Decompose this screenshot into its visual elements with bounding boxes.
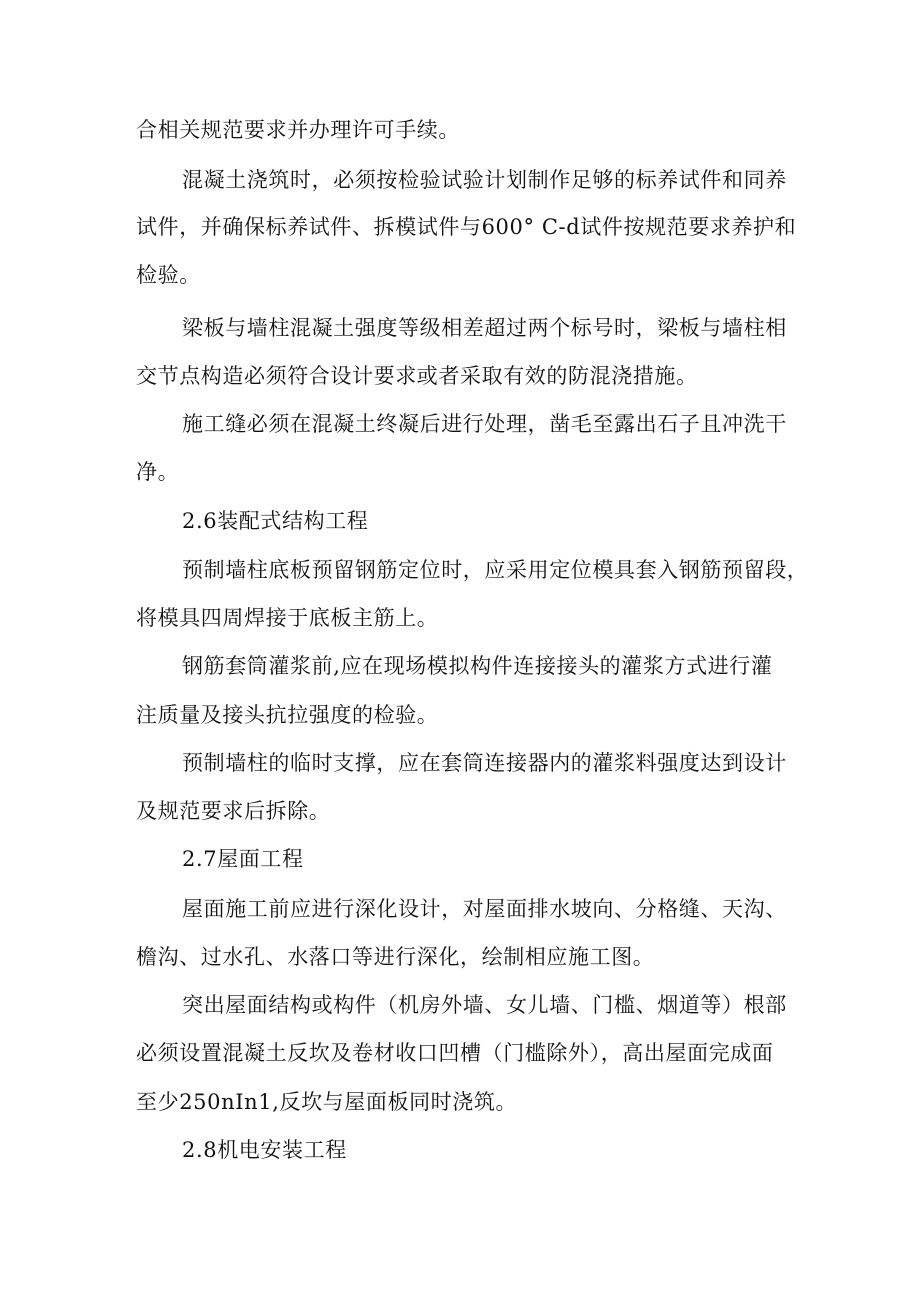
text-line: 试件，并确保标养试件、拆模试件与600° C-d试件按规范要求养护和 bbox=[136, 215, 797, 239]
text-line: 及规范要求后拆除。 bbox=[136, 799, 331, 823]
text-line: 突出屋面结构或构件（机房外墙、女儿墙、门槛、烟道等）根部 bbox=[182, 993, 787, 1017]
text-line: 屋面施工前应进行深化设计，对屋面排水坡向、分格缝、天沟、 bbox=[182, 897, 787, 921]
text-line: 注质量及接头抗拉强度的检验。 bbox=[136, 703, 439, 727]
text-line: 检验。 bbox=[136, 263, 201, 287]
text-line: 净。 bbox=[136, 460, 180, 484]
text-line: 混凝土浇筑时，必须按检验试验计划制作足够的标养试件和同养 bbox=[182, 168, 787, 192]
text-line: 梁板与墙柱混凝土强度等级相差超过两个标号时，梁板与墙柱相 bbox=[182, 316, 787, 340]
section-heading: 2.6装配式结构工程 bbox=[182, 509, 369, 533]
text-line: 将模具四周焊接于底板主筋上。 bbox=[136, 606, 439, 630]
text-line: 钢筋套筒灌浆前,应在现场模拟构件连接接头的灌浆方式进行灌 bbox=[182, 654, 773, 678]
text-line: 合相关规范要求并办理许可手续。 bbox=[136, 118, 460, 142]
section-heading: 2.8机电安装工程 bbox=[182, 1138, 347, 1162]
text-line: 檐沟、过水孔、水落口等进行深化，绘制相应施工图。 bbox=[136, 945, 655, 969]
text-line: 必须设置混凝土反坎及卷材收口凹槽（门槛除外），高出屋面完成面 bbox=[136, 1041, 774, 1065]
text-line: 至少250nIn1,反坎与屋面板同时浇筑。 bbox=[136, 1090, 518, 1114]
text-line: 预制墙柱的临时支撑，应在套筒连接器内的灌浆料强度达到设计 bbox=[182, 751, 787, 775]
text-line: 交节点构造必须符合设计要求或者采取有效的防混浇措施。 bbox=[136, 364, 698, 388]
text-line: 施工缝必须在混凝土终凝后进行处理，凿毛至露出石子且冲洗干 bbox=[182, 412, 787, 436]
text-line: 预制墙柱底板预留钢筋定位时，应采用定位模具套入钢筋预留段， bbox=[182, 558, 809, 582]
section-heading: 2.7屋面工程 bbox=[182, 847, 304, 871]
